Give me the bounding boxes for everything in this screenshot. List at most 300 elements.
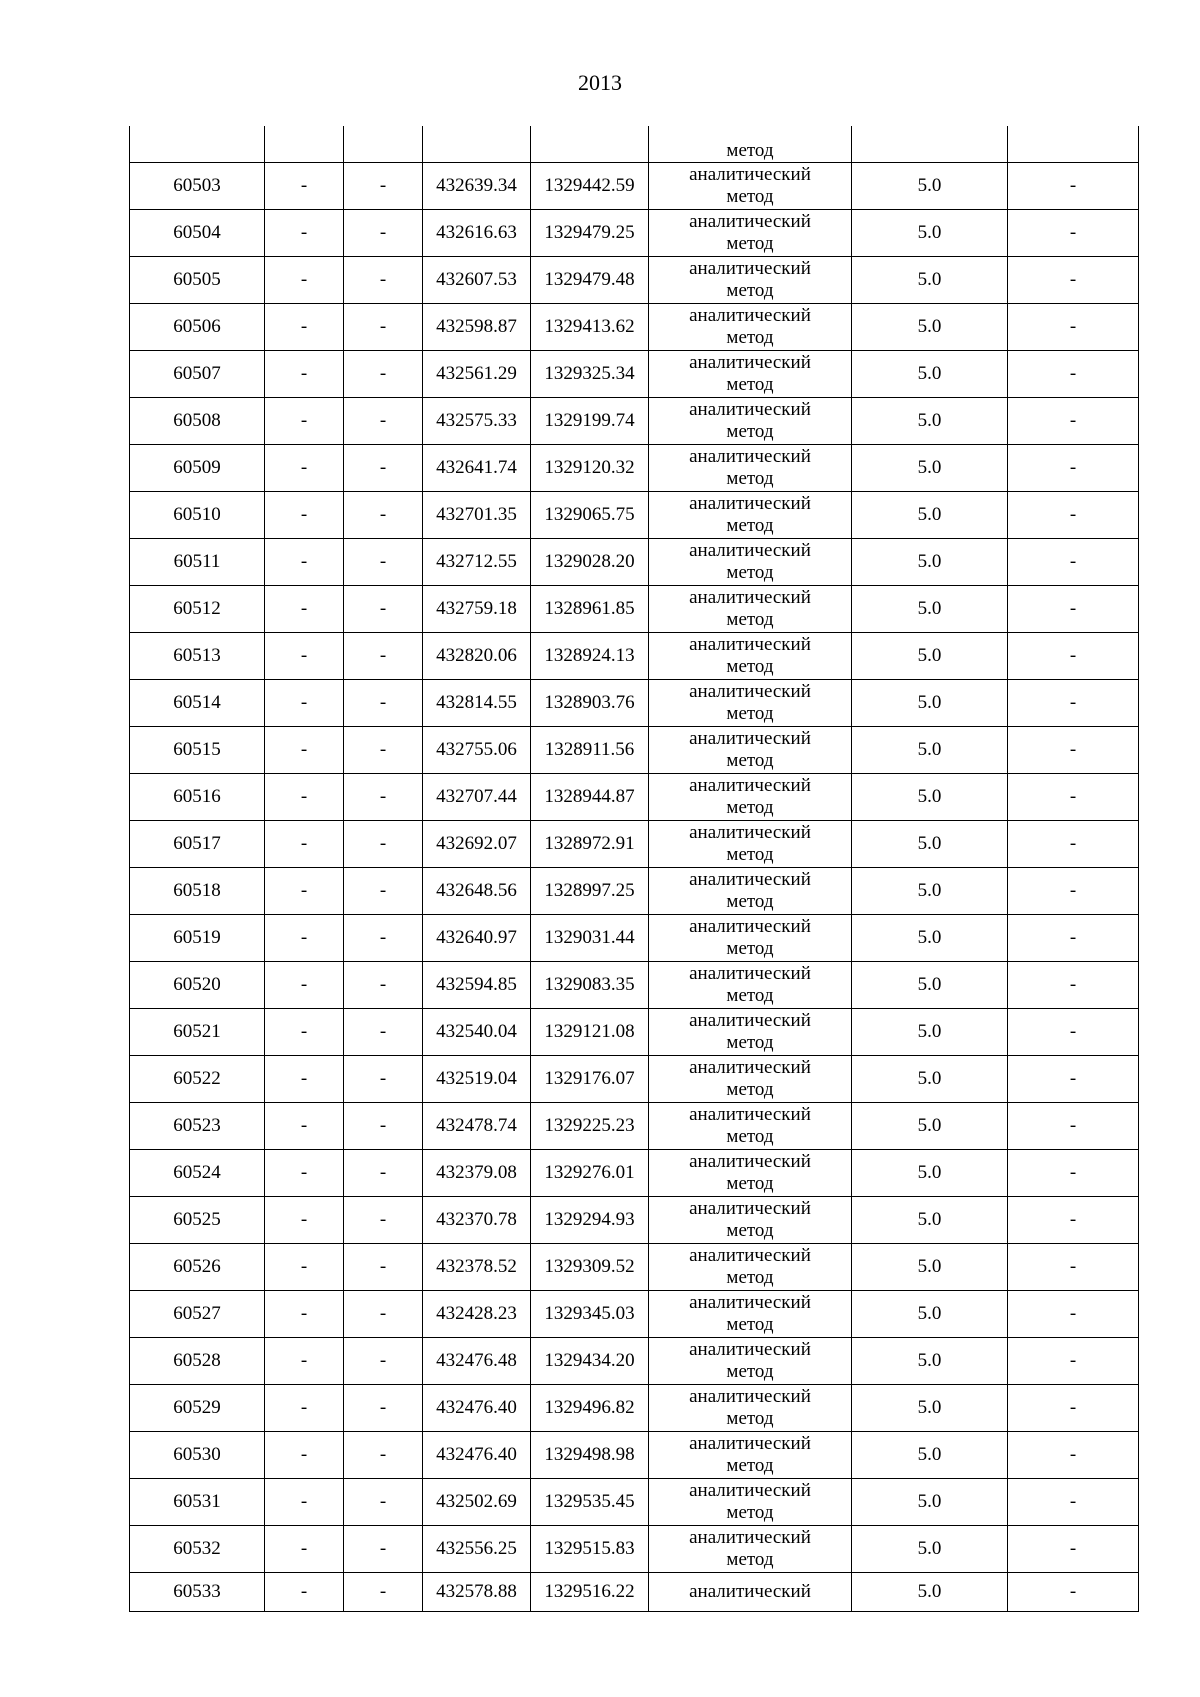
cell-col2: - [265, 163, 344, 210]
cell-col8: - [1008, 1338, 1139, 1385]
cell-col8: - [1008, 1573, 1139, 1612]
cell-col8: - [1008, 257, 1139, 304]
cell-empty [344, 126, 423, 163]
table-row [130, 1244, 1139, 1291]
method-line: аналитический [689, 164, 811, 185]
cell-col3: - [344, 1197, 423, 1244]
cell-method [649, 539, 852, 586]
cell-accuracy: 5.0 [852, 351, 1008, 398]
table-row [130, 586, 1139, 633]
cell-col2: - [265, 1526, 344, 1573]
method-line: аналитический [689, 305, 811, 326]
cell-col8: - [1008, 1197, 1139, 1244]
cell-method [649, 727, 852, 774]
cell-point-id: 60522 [130, 1056, 265, 1103]
method-line: метод [726, 891, 774, 912]
method-line: метод [726, 421, 774, 442]
method-line: аналитический [689, 211, 811, 232]
cell-point-id: 60508 [130, 398, 265, 445]
cell-x: 432378.52 [423, 1244, 531, 1291]
cell-col3: - [344, 821, 423, 868]
cell-col8: - [1008, 727, 1139, 774]
cell-col2: - [265, 351, 344, 398]
cell-col3: - [344, 680, 423, 727]
cell-empty [852, 126, 1008, 163]
cell-col2: - [265, 1479, 344, 1526]
method-line: метод [726, 656, 774, 677]
continuation-row [130, 126, 1139, 163]
table-row [130, 1009, 1139, 1056]
cell-accuracy: 5.0 [852, 1103, 1008, 1150]
cell-col2: - [265, 868, 344, 915]
cell-point-id: 60518 [130, 868, 265, 915]
cell-point-id: 60525 [130, 1197, 265, 1244]
cell-accuracy: 5.0 [852, 1150, 1008, 1197]
cell-col8: - [1008, 774, 1139, 821]
cell-method [649, 1197, 852, 1244]
cell-x: 432814.55 [423, 680, 531, 727]
table-row [130, 1103, 1139, 1150]
cell-col8: - [1008, 1526, 1139, 1573]
cell-method [649, 1244, 852, 1291]
cell-col3: - [344, 1056, 423, 1103]
cell-col3: - [344, 1244, 423, 1291]
cell-col8: - [1008, 915, 1139, 962]
cell-y: 1329479.48 [531, 257, 649, 304]
cell-x: 432616.63 [423, 210, 531, 257]
cell-col3: - [344, 539, 423, 586]
cell-x: 432648.56 [423, 868, 531, 915]
cell-point-id: 60532 [130, 1526, 265, 1573]
cell-method [649, 1150, 852, 1197]
table-row [130, 1291, 1139, 1338]
cell-point-id: 60514 [130, 680, 265, 727]
cell-accuracy: 5.0 [852, 398, 1008, 445]
cell-x: 432640.97 [423, 915, 531, 962]
cell-method: метод [649, 126, 852, 163]
cell-col2: - [265, 1244, 344, 1291]
method-line: метод [726, 703, 774, 724]
cell-col3: - [344, 163, 423, 210]
cell-col2: - [265, 1432, 344, 1479]
cell-x: 432707.44 [423, 774, 531, 821]
cell-empty [423, 126, 531, 163]
method-line: метод [726, 468, 774, 489]
cell-point-id: 60516 [130, 774, 265, 821]
cell-accuracy: 5.0 [852, 821, 1008, 868]
cell-y: 1329294.93 [531, 1197, 649, 1244]
method-line: аналитический [689, 540, 811, 561]
table-row [130, 1385, 1139, 1432]
table-row [130, 351, 1139, 398]
cell-col3: - [344, 304, 423, 351]
method-line: аналитический [689, 681, 811, 702]
cell-accuracy: 5.0 [852, 1385, 1008, 1432]
cell-col3: - [344, 210, 423, 257]
table-row [130, 1573, 1139, 1612]
cell-accuracy: 5.0 [852, 1009, 1008, 1056]
cell-col3: - [344, 962, 423, 1009]
cell-col8: - [1008, 1103, 1139, 1150]
method-line: метод [726, 938, 774, 959]
cell-method [649, 304, 852, 351]
cell-point-id: 60524 [130, 1150, 265, 1197]
cell-col8: - [1008, 680, 1139, 727]
cell-col3: - [344, 1526, 423, 1573]
cell-col2: - [265, 1150, 344, 1197]
cell-point-id: 60520 [130, 962, 265, 1009]
cell-point-id: 60509 [130, 445, 265, 492]
cell-point-id: 60527 [130, 1291, 265, 1338]
table-row [130, 210, 1139, 257]
cell-accuracy: 5.0 [852, 727, 1008, 774]
cell-x: 432370.78 [423, 1197, 531, 1244]
method-line: метод [726, 280, 774, 301]
cell-x: 432540.04 [423, 1009, 531, 1056]
table-row [130, 1197, 1139, 1244]
cell-method [649, 774, 852, 821]
method-line: метод [726, 374, 774, 395]
cell-y: 1328924.13 [531, 633, 649, 680]
cell-x: 432476.40 [423, 1385, 531, 1432]
cell-point-id: 60517 [130, 821, 265, 868]
cell-x: 432476.40 [423, 1432, 531, 1479]
cell-col3: - [344, 1150, 423, 1197]
cell-empty [265, 126, 344, 163]
table-row [130, 915, 1139, 962]
cell-y: 1329345.03 [531, 1291, 649, 1338]
cell-accuracy: 5.0 [852, 163, 1008, 210]
cell-method [649, 445, 852, 492]
cell-col8: - [1008, 163, 1139, 210]
cell-method [649, 633, 852, 680]
method-line: аналитический [689, 1339, 811, 1360]
cell-x: 432478.74 [423, 1103, 531, 1150]
cell-col3: - [344, 1009, 423, 1056]
cell-x: 432476.48 [423, 1338, 531, 1385]
cell-method [649, 351, 852, 398]
cell-col2: - [265, 680, 344, 727]
method-line: метод [726, 1408, 774, 1429]
table-row [130, 868, 1139, 915]
cell-col8: - [1008, 1291, 1139, 1338]
cell-col2: - [265, 915, 344, 962]
method-line: метод [726, 562, 774, 583]
table-row [130, 539, 1139, 586]
cell-col2: - [265, 633, 344, 680]
coordinates-table [129, 126, 1139, 1612]
cell-method [649, 1479, 852, 1526]
table-row [130, 633, 1139, 680]
table-row [130, 1526, 1139, 1573]
table-row [130, 821, 1139, 868]
method-line: аналитический [689, 446, 811, 467]
cell-col2: - [265, 1573, 344, 1612]
cell-point-id: 60504 [130, 210, 265, 257]
method-line: аналитический [689, 1151, 811, 1172]
cell-accuracy: 5.0 [852, 1432, 1008, 1479]
cell-accuracy: 5.0 [852, 1056, 1008, 1103]
cell-accuracy: 5.0 [852, 539, 1008, 586]
table-row [130, 1338, 1139, 1385]
cell-accuracy: 5.0 [852, 1197, 1008, 1244]
cell-col3: - [344, 1338, 423, 1385]
method-line: метод [726, 233, 774, 254]
cell-col2: - [265, 1338, 344, 1385]
cell-point-id: 60530 [130, 1432, 265, 1479]
cell-x: 432556.25 [423, 1526, 531, 1573]
cell-col3: - [344, 1432, 423, 1479]
cell-point-id: 60523 [130, 1103, 265, 1150]
cell-col3: - [344, 915, 423, 962]
cell-x: 432641.74 [423, 445, 531, 492]
cell-point-id: 60531 [130, 1479, 265, 1526]
cell-method [649, 680, 852, 727]
cell-x: 432598.87 [423, 304, 531, 351]
cell-y: 1329176.07 [531, 1056, 649, 1103]
cell-method [649, 210, 852, 257]
cell-method [649, 962, 852, 1009]
cell-method [649, 1432, 852, 1479]
cell-col2: - [265, 1056, 344, 1103]
cell-col3: - [344, 445, 423, 492]
cell-accuracy: 5.0 [852, 257, 1008, 304]
cell-accuracy: 5.0 [852, 586, 1008, 633]
table-row [130, 1150, 1139, 1197]
cell-accuracy: 5.0 [852, 962, 1008, 1009]
cell-y: 1329413.62 [531, 304, 649, 351]
cell-method [649, 1573, 852, 1612]
cell-point-id: 60513 [130, 633, 265, 680]
cell-method [649, 1056, 852, 1103]
cell-point-id: 60529 [130, 1385, 265, 1432]
cell-accuracy: 5.0 [852, 492, 1008, 539]
cell-x: 432575.33 [423, 398, 531, 445]
cell-col8: - [1008, 1479, 1139, 1526]
table-row [130, 257, 1139, 304]
cell-col3: - [344, 1103, 423, 1150]
cell-col2: - [265, 727, 344, 774]
cell-point-id: 60512 [130, 586, 265, 633]
cell-accuracy: 5.0 [852, 1479, 1008, 1526]
method-line: метод [726, 1032, 774, 1053]
cell-accuracy: 5.0 [852, 680, 1008, 727]
cell-y: 1328944.87 [531, 774, 649, 821]
method-line: аналитический [689, 916, 811, 937]
cell-col2: - [265, 257, 344, 304]
cell-col8: - [1008, 633, 1139, 680]
method-line: метод [726, 1267, 774, 1288]
cell-point-id: 60533 [130, 1573, 265, 1612]
table-row [130, 1432, 1139, 1479]
cell-col8: - [1008, 821, 1139, 868]
method-line: аналитический [689, 1433, 811, 1454]
cell-y: 1328961.85 [531, 586, 649, 633]
cell-col3: - [344, 257, 423, 304]
cell-accuracy: 5.0 [852, 210, 1008, 257]
method-line: аналитический [689, 1104, 811, 1125]
table-row [130, 492, 1139, 539]
cell-col8: - [1008, 210, 1139, 257]
table-body [130, 126, 1139, 1612]
cell-col8: - [1008, 1432, 1139, 1479]
cell-col3: - [344, 1291, 423, 1338]
cell-col2: - [265, 1291, 344, 1338]
cell-method [649, 1338, 852, 1385]
cell-y: 1329434.20 [531, 1338, 649, 1385]
cell-y: 1328997.25 [531, 868, 649, 915]
cell-x: 432519.04 [423, 1056, 531, 1103]
cell-col2: - [265, 304, 344, 351]
cell-point-id: 60507 [130, 351, 265, 398]
cell-col2: - [265, 445, 344, 492]
cell-x: 432379.08 [423, 1150, 531, 1197]
cell-y: 1329496.82 [531, 1385, 649, 1432]
cell-x: 432607.53 [423, 257, 531, 304]
method-line: метод [726, 1455, 774, 1476]
table-row [130, 304, 1139, 351]
cell-y: 1329276.01 [531, 1150, 649, 1197]
cell-y: 1329442.59 [531, 163, 649, 210]
method-line: метод [726, 1079, 774, 1100]
cell-col3: - [344, 492, 423, 539]
cell-accuracy: 5.0 [852, 633, 1008, 680]
cell-col8: - [1008, 1150, 1139, 1197]
cell-col3: - [344, 633, 423, 680]
cell-x: 432428.23 [423, 1291, 531, 1338]
cell-col3: - [344, 774, 423, 821]
method-line: аналитический [689, 1198, 811, 1219]
cell-accuracy: 5.0 [852, 1338, 1008, 1385]
cell-point-id: 60503 [130, 163, 265, 210]
cell-x: 432701.35 [423, 492, 531, 539]
method-line: метод [726, 1549, 774, 1570]
cell-point-id: 60526 [130, 1244, 265, 1291]
cell-empty [531, 126, 649, 163]
cell-col3: - [344, 1573, 423, 1612]
method-line: метод [726, 844, 774, 865]
method-line: метод [726, 985, 774, 1006]
cell-empty [1008, 126, 1139, 163]
cell-point-id: 60528 [130, 1338, 265, 1385]
cell-y: 1329225.23 [531, 1103, 649, 1150]
cell-x: 432712.55 [423, 539, 531, 586]
method-line: аналитический [689, 1527, 811, 1548]
cell-point-id: 60519 [130, 915, 265, 962]
cell-col2: - [265, 1009, 344, 1056]
table-row [130, 1056, 1139, 1103]
method-line: аналитический [689, 634, 811, 655]
cell-method [649, 868, 852, 915]
method-line: аналитический [689, 1386, 811, 1407]
cell-x: 432755.06 [423, 727, 531, 774]
cell-y: 1328911.56 [531, 727, 649, 774]
cell-method [649, 1526, 852, 1573]
cell-col2: - [265, 398, 344, 445]
cell-accuracy: 5.0 [852, 1291, 1008, 1338]
cell-y: 1329120.32 [531, 445, 649, 492]
method-line: аналитический [689, 1292, 811, 1313]
cell-y: 1329516.22 [531, 1573, 649, 1612]
method-line: аналитический [689, 493, 811, 514]
cell-col8: - [1008, 1244, 1139, 1291]
method-line: аналитический [689, 728, 811, 749]
method-line: аналитический [689, 1245, 811, 1266]
cell-col2: - [265, 539, 344, 586]
table-row [130, 163, 1139, 210]
cell-col8: - [1008, 445, 1139, 492]
method-line: метод [726, 1361, 774, 1382]
cell-col3: - [344, 398, 423, 445]
cell-method [649, 257, 852, 304]
table-row [130, 727, 1139, 774]
method-line: метод [726, 1126, 774, 1147]
cell-method [649, 821, 852, 868]
cell-col8: - [1008, 1385, 1139, 1432]
cell-x: 432594.85 [423, 962, 531, 1009]
cell-method [649, 915, 852, 962]
cell-col2: - [265, 492, 344, 539]
method-line: аналитический [689, 1010, 811, 1031]
method-line: аналитический [689, 399, 811, 420]
cell-method [649, 492, 852, 539]
cell-y: 1329479.25 [531, 210, 649, 257]
cell-method [649, 398, 852, 445]
cell-col2: - [265, 1197, 344, 1244]
cell-point-id: 60510 [130, 492, 265, 539]
cell-col8: - [1008, 962, 1139, 1009]
cell-col8: - [1008, 1056, 1139, 1103]
cell-x: 432692.07 [423, 821, 531, 868]
table-row [130, 774, 1139, 821]
cell-y: 1329083.35 [531, 962, 649, 1009]
cell-col8: - [1008, 304, 1139, 351]
cell-col2: - [265, 962, 344, 1009]
cell-col8: - [1008, 492, 1139, 539]
cell-accuracy: 5.0 [852, 1244, 1008, 1291]
cell-col3: - [344, 868, 423, 915]
cell-y: 1328903.76 [531, 680, 649, 727]
cell-accuracy: 5.0 [852, 915, 1008, 962]
method-line: метод [726, 1220, 774, 1241]
cell-col8: - [1008, 586, 1139, 633]
method-line: аналитический [689, 1480, 811, 1501]
method-line: метод [726, 1314, 774, 1335]
cell-accuracy: 5.0 [852, 1526, 1008, 1573]
table-row [130, 445, 1139, 492]
method-line: метод [726, 186, 774, 207]
table-row [130, 398, 1139, 445]
cell-x: 432502.69 [423, 1479, 531, 1526]
method-line: метод [726, 750, 774, 771]
method-line: метод [726, 515, 774, 536]
cell-col3: - [344, 586, 423, 633]
cell-y: 1328972.91 [531, 821, 649, 868]
method-line: метод [726, 1173, 774, 1194]
cell-col2: - [265, 1103, 344, 1150]
cell-method [649, 1291, 852, 1338]
cell-col2: - [265, 1385, 344, 1432]
cell-y: 1329498.98 [531, 1432, 649, 1479]
table-row [130, 680, 1139, 727]
cell-y: 1329325.34 [531, 351, 649, 398]
cell-y: 1329065.75 [531, 492, 649, 539]
cell-col2: - [265, 586, 344, 633]
method-line: аналитический [689, 1581, 811, 1602]
cell-col3: - [344, 1479, 423, 1526]
cell-point-id: 60505 [130, 257, 265, 304]
method-line: аналитический [689, 869, 811, 890]
